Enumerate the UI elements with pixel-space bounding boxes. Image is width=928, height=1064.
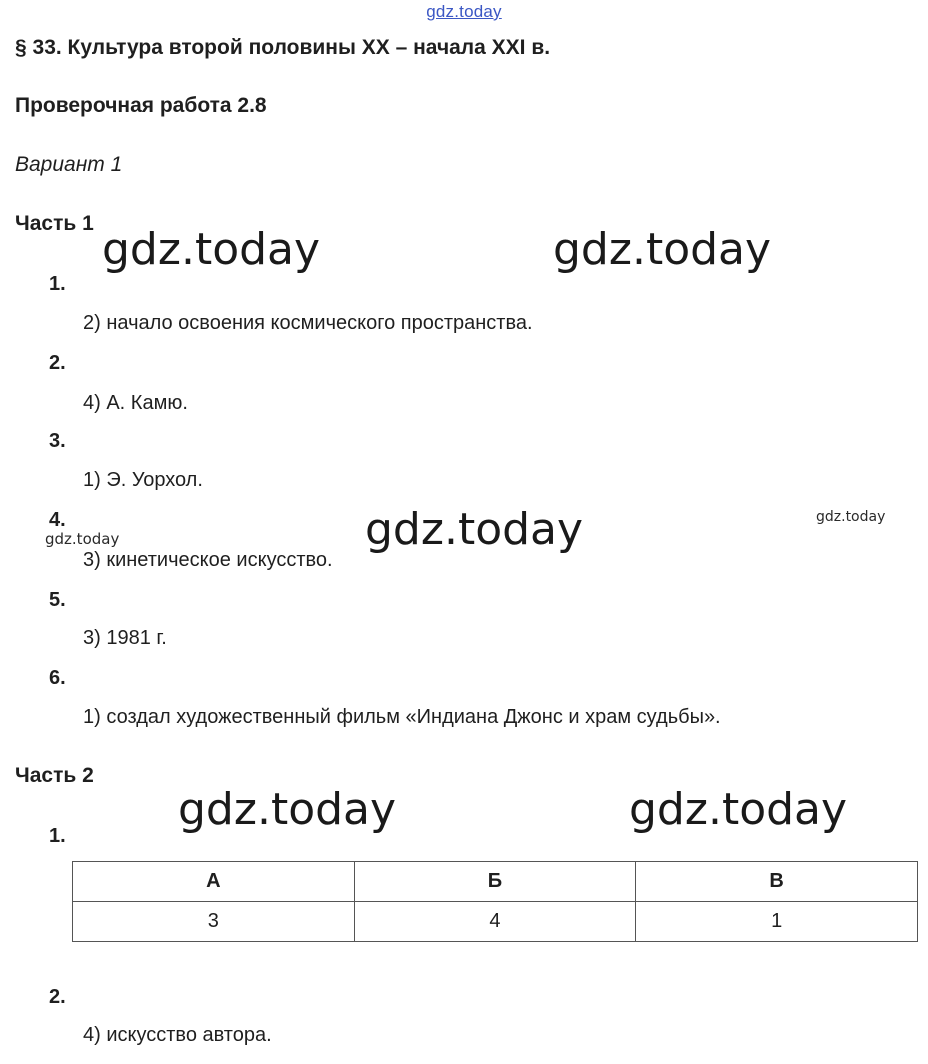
watermark: gdz.today <box>629 784 848 835</box>
table-header-cell: Б <box>354 862 636 902</box>
watermark: gdz.today <box>178 784 397 835</box>
variant-label: Вариант 1 <box>15 153 123 176</box>
work-title: Проверочная работа 2.8 <box>15 94 267 117</box>
table-cell: 3 <box>73 902 355 942</box>
part2-title: Часть 2 <box>15 764 94 787</box>
question-answer: 1) создал художественный фильм «Индиана Джонс и храм судьбы». <box>83 706 721 728</box>
table-cell: 4 <box>354 902 636 942</box>
watermark: gdz.today <box>553 224 772 275</box>
question-answer: 4) А. Камю. <box>83 392 188 414</box>
answer-table <box>72 861 918 942</box>
watermark-small: gdz.today <box>816 509 886 525</box>
table-cell: 1 <box>636 902 918 942</box>
table-header-row <box>73 862 918 902</box>
question-answer: 3) 1981 г. <box>83 627 167 649</box>
watermark: gdz.today <box>102 224 321 275</box>
question-number: 5. <box>49 589 66 611</box>
question-number: 4. <box>49 509 66 531</box>
question-answer: 1) Э. Уорхол. <box>83 469 203 491</box>
question-number: 1. <box>49 273 66 295</box>
site-link[interactable]: gdz.today <box>426 2 502 21</box>
table-row <box>73 902 918 942</box>
question-answer: 4) искусство автора. <box>83 1024 272 1046</box>
question-answer: 2) начало освоения космического пространства. <box>83 312 533 334</box>
section-title: § 33. Культура второй половины XX – начала XXI в. <box>15 36 551 59</box>
table-header-cell: В <box>636 862 918 902</box>
question-answer: 3) кинетическое искусство. <box>83 549 333 571</box>
watermark-small: gdz.today <box>45 530 120 548</box>
question-number: 6. <box>49 667 66 689</box>
table-header-cell: А <box>73 862 355 902</box>
question-number: 3. <box>49 430 66 452</box>
question-number: 2. <box>49 986 66 1008</box>
part1-title: Часть 1 <box>15 212 94 235</box>
watermark: gdz.today <box>365 504 584 555</box>
question-number: 1. <box>49 825 66 847</box>
question-number: 2. <box>49 352 66 374</box>
